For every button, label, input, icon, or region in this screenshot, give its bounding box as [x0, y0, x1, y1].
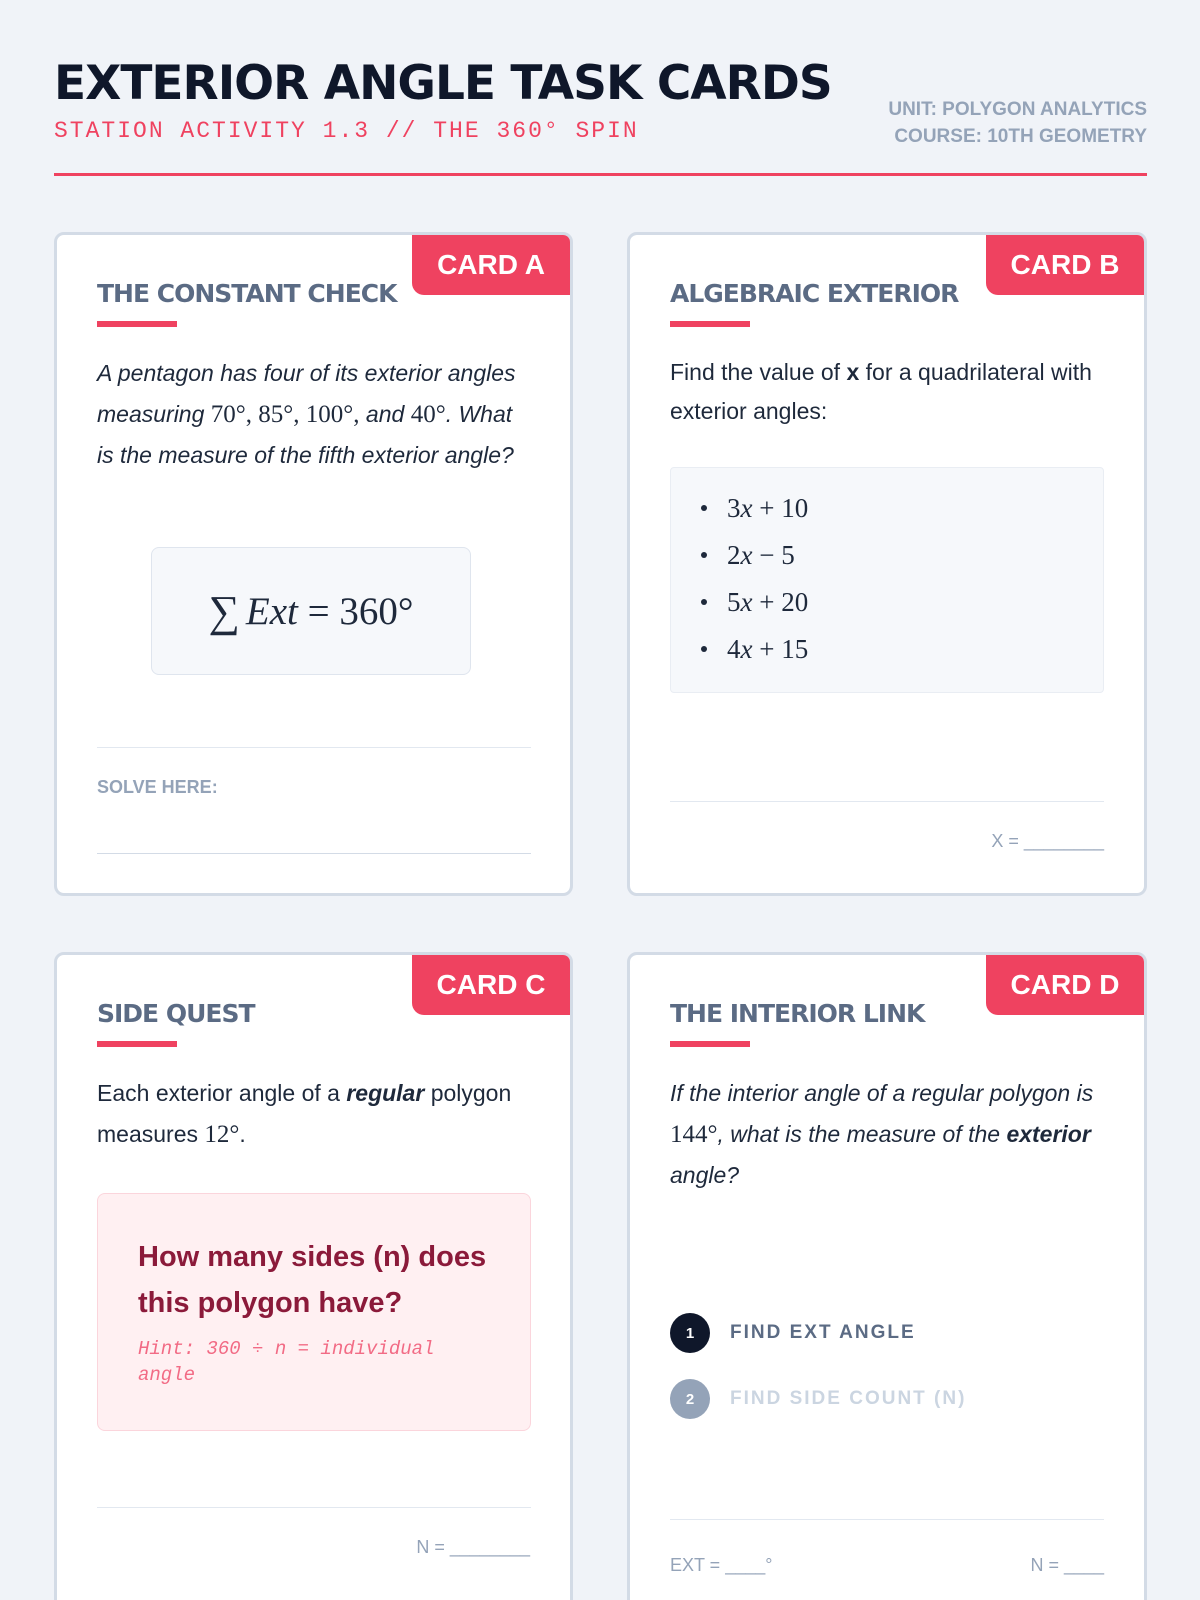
- card-a-heading: THE CONSTANT CHECK: [97, 279, 397, 308]
- sides-question: How many sides (n) does this polygon have?: [138, 1241, 487, 1319]
- card-a-tag: CARD A: [412, 235, 570, 295]
- card-d: [627, 952, 1147, 1600]
- answer-divider: [670, 1519, 1104, 1520]
- card-b-problem: Find the value of x for a quadrilateral with exterior angles:: [670, 359, 1092, 424]
- card-b-tag: CARD B: [986, 235, 1144, 295]
- step-2-number: 2: [670, 1379, 710, 1419]
- card-a-heading-underline: [97, 321, 177, 327]
- list-item: 5 x + 20: [701, 582, 808, 622]
- header-meta: [888, 96, 1147, 150]
- solve-top-divider: [97, 747, 531, 748]
- sigma-symbol: ∑: [208, 586, 240, 636]
- n-answer-label: N = ____: [1030, 1555, 1104, 1575]
- bullet-icon: [701, 646, 707, 652]
- answer-divider: [670, 801, 1104, 802]
- card-d-tag: CARD D: [986, 955, 1144, 1015]
- question-callout: [97, 1193, 531, 1431]
- list-item: 3 x + 10: [701, 488, 808, 528]
- bullet-icon: [701, 599, 707, 605]
- n-answer-label: N = ________: [416, 1537, 530, 1557]
- page-header: [54, 52, 1147, 176]
- card-c-tag: CARD C: [412, 955, 570, 1015]
- solve-here-label: SOLVE HERE:: [97, 777, 218, 797]
- card-d-heading: THE INTERIOR LINK: [670, 999, 925, 1028]
- given-angles: 70°, 85°, 100°,: [210, 401, 360, 428]
- solve-bottom-divider: [97, 853, 531, 854]
- hint-text: Hint: 360 ÷ n = individual angle: [138, 1338, 435, 1386]
- course-label: COURSE: 10TH GEOMETRY: [894, 126, 1147, 147]
- card-b-heading-underline: [670, 321, 750, 327]
- step-1: [670, 1313, 916, 1353]
- list-item: 4 x + 15: [701, 629, 808, 669]
- x-answer-label: X = ________: [991, 831, 1104, 851]
- step-2-label: FIND SIDE COUNT (N): [730, 1388, 967, 1409]
- given-angle-last: 40°: [410, 401, 446, 428]
- card-c-problem: Each exterior angle of a regular polygon measures 12°.: [97, 1080, 512, 1148]
- card-a-problem: A pentagon has four of its exterior angles measuring 70°, 85°, 100°, and 40°. What is the measure of the fifth exterior angle?: [97, 360, 516, 468]
- card-c-heading: SIDE QUEST: [97, 999, 255, 1028]
- card-d-problem: If the interior angle of a regular polygon is 144°, what is the measure of the exterior angle?: [670, 1080, 1094, 1188]
- unit-label: UNIT: POLYGON ANALYTICS: [888, 99, 1147, 120]
- page-subtitle: STATION ACTIVITY 1.3 // THE 360° SPIN: [54, 118, 639, 144]
- card-c-heading-underline: [97, 1041, 177, 1047]
- exterior-emphasis: exterior: [1006, 1121, 1091, 1147]
- card-d-heading-underline: [670, 1041, 750, 1047]
- exterior-sum-formula: ∑ Ext = 360°: [151, 547, 471, 675]
- card-b-heading: ALGEBRAIC EXTERIOR: [670, 279, 959, 308]
- card-a: [54, 232, 573, 896]
- card-c: [54, 952, 573, 1600]
- bullet-icon: [701, 552, 707, 558]
- interior-angle: 144°: [670, 1121, 718, 1148]
- step-1-number: 1: [670, 1313, 710, 1353]
- ext-answer-label: EXT = ____°: [670, 1555, 773, 1575]
- expression-list: [670, 467, 1104, 693]
- list-item: 2 x − 5: [701, 535, 795, 575]
- regular-emphasis: regular: [346, 1080, 425, 1106]
- page-title: EXTERIOR ANGLE TASK CARDS: [54, 56, 832, 111]
- card-b: [627, 232, 1147, 896]
- step-2: [670, 1379, 966, 1419]
- given-angle: 12°: [204, 1121, 240, 1148]
- bullet-icon: [701, 505, 707, 511]
- step-1-label: FIND EXT ANGLE: [730, 1322, 916, 1343]
- variable-x: x: [846, 359, 860, 385]
- answer-divider: [97, 1507, 531, 1508]
